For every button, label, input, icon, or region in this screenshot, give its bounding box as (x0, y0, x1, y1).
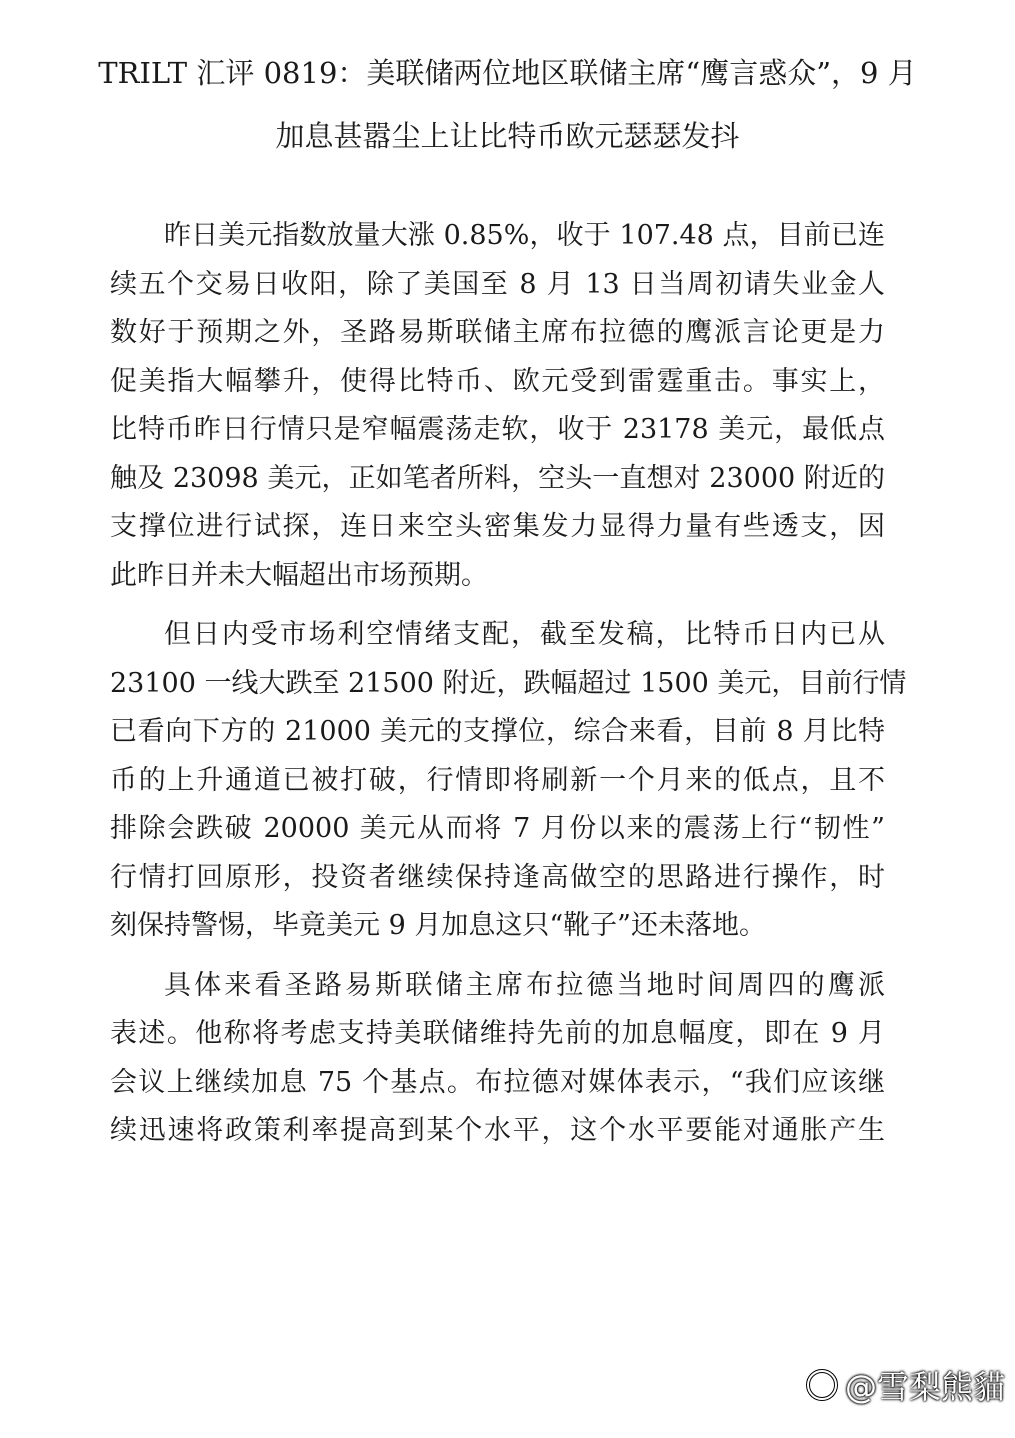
paragraph-line: 会议上继续加息 75 个基点。布拉德对媒体表示，“我们应该继 (110, 1066, 885, 1098)
paragraph-line: 支撑位进行试探，连日来空头密集发力显得力量有些透支，因 (110, 511, 885, 542)
article-title (60, 42, 955, 168)
paragraph-line: 行情打回原形，投资者继续保持逢高做空的思路进行操作，时 (110, 861, 885, 893)
article-body (110, 212, 907, 1167)
paragraph-1 (110, 212, 885, 600)
paragraph-line: 续迅速将政策利率提高到某个水平，这个水平要能对通胀产生 (110, 1115, 885, 1146)
title-line-2: 加息甚嚣尘上让比特币欧元瑟瑟发抖 (275, 119, 740, 153)
paragraph-line: 此昨日并未大幅超出市场预期。 (110, 559, 488, 591)
paragraph-line: 比特币昨日行情只是窄幅震荡走软，收于 23178 美元，最低点 (110, 414, 885, 445)
paragraph-line: 但日内受市场利空情绪支配，截至发稿，比特币日内已从 (164, 619, 885, 650)
paragraph-line: 触及 23098 美元，正如笔者所料，空头一直想对 23000 附近的 (110, 462, 885, 494)
paragraph-line: 23100 一线大跌至 21500 附近，跌幅超过 1500 美元，目前行情 (110, 667, 907, 699)
paragraph-line: 续五个交易日收阳，除了美国至 8 月 13 日当周初请失业金人 (110, 268, 885, 300)
paragraph-line: 昨日美元指数放量大涨 0.85%，收于 107.48 点，目前已连 (164, 220, 885, 251)
paragraph-line: 表述。他称将考虑支持美联储维持先前的加息幅度，即在 9 月 (110, 1018, 885, 1049)
title-line-1: TRILT 汇评 0819：美联储两位地区联储主席“鹰言惑众”，9 月 (98, 56, 917, 90)
watermark-text: @雪梨熊貓 (844, 1368, 1005, 1406)
paragraph-line: 币的上升通道已被打破，行情即将刷新一个月来的低点，且不 (110, 764, 885, 796)
snowball-logo-icon (805, 1368, 839, 1402)
paragraph-line: 促美指大幅攀升，使得比特币、欧元受到雷霆重击。事实上， (110, 365, 885, 397)
paragraph-line: 数好于预期之外，圣路易斯联储主席布拉德的鹰派言论更是力 (110, 317, 885, 348)
paragraph-3 (110, 962, 885, 1156)
watermark (805, 1362, 1005, 1408)
paragraph-line: 具体来看圣路易斯联储主席布拉德当地时间周四的鹰派 (164, 969, 885, 1001)
paragraph-line: 排除会跌破 20000 美元从而将 7 月份以来的震荡上行“韧性” (110, 813, 885, 844)
paragraph-line: 已看向下方的 21000 美元的支撑位，综合来看，目前 8 月比特 (110, 716, 885, 747)
paragraph-line: 刻保持警惕，毕竟美元 9 月加息这只“靴子”还未落地。 (110, 910, 766, 941)
paragraph-2 (110, 611, 907, 951)
